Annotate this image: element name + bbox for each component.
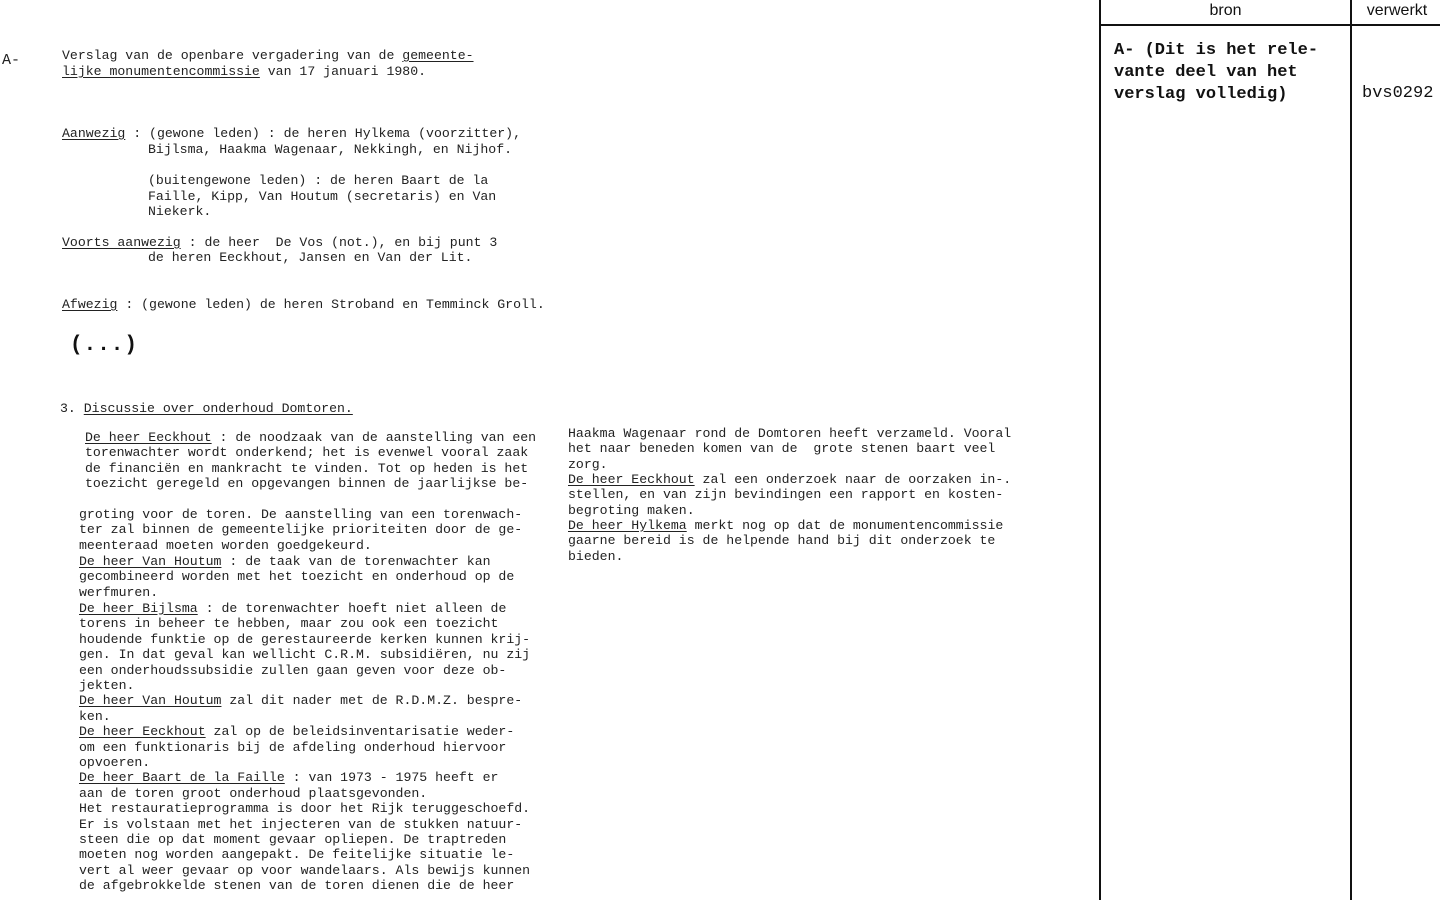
line-text: moeten nog worden aangepakt. De feitelijke situatie le- xyxy=(79,847,515,862)
voorts-label: Voorts aanwezig xyxy=(62,235,181,250)
line-text: ter zal binnen de gemeentelijke prioriteiten door de ge- xyxy=(79,522,523,537)
line-text: merkt nog op dat de monumentencommissie xyxy=(686,518,1004,533)
title-line-1 xyxy=(62,48,474,64)
voorts-line-1 xyxy=(62,235,497,251)
line-text: aan de toren groot onderhoud plaatsgevonden. xyxy=(79,786,428,801)
line-text: Haakma Wagenaar rond de Domtoren heeft verzameld. Vooral xyxy=(568,426,1012,441)
left-col-line xyxy=(79,585,158,601)
line-text: vert al weer gevaar op voor wandelaars. Als bewijs kunnen xyxy=(79,863,531,878)
speaker-name: De heer Hylkema xyxy=(568,518,687,533)
afwezig-line xyxy=(62,297,545,313)
left-col-line xyxy=(85,430,536,446)
afwezig-label: Afwezig xyxy=(62,297,118,312)
aanwezig-line-4: Faille, Kipp, Van Houtum (secretaris) en Van xyxy=(148,189,497,204)
speaker-name: De heer Van Houtum xyxy=(79,693,222,708)
right-col-line xyxy=(568,487,1003,503)
aanwezig-text-1: : (gewone leden) : de heren Hylkema (voorzitter), xyxy=(125,126,522,141)
aanwezig-line-3: (buitengewone leden) : de heren Baart de la xyxy=(148,173,489,188)
left-col-line xyxy=(85,461,528,477)
left-col-line xyxy=(79,755,150,771)
left-col-line xyxy=(79,801,530,817)
section-3-title: Discussie over onderhoud Domtoren. xyxy=(83,401,353,416)
left-col-line xyxy=(79,724,514,740)
line-text: Er is volstaan met het injecteren van de stukken natuur- xyxy=(79,817,523,832)
left-col-line xyxy=(79,678,134,694)
left-col-line xyxy=(79,616,498,632)
line-text: jekten. xyxy=(79,678,135,693)
aanwezig-line-1 xyxy=(62,126,521,142)
line-text: : de taak van de torenwachter kan xyxy=(221,554,491,569)
bron-header: bron xyxy=(1101,0,1350,26)
left-col-line xyxy=(79,770,498,786)
line-text: torens in beheer te hebben, maar zou ook een toezicht xyxy=(79,616,499,631)
right-col-line xyxy=(568,426,1011,442)
voorts-text-1: : de heer De Vos (not.), en bij punt 3 xyxy=(180,235,498,250)
right-col-line xyxy=(568,533,995,549)
line-text: zal op de beleidsinventarisatie weder- xyxy=(205,724,515,739)
bron-note: A- (Dit is het rele- vante deel van het verslag volledig) xyxy=(1114,41,1319,104)
right-col-line xyxy=(568,472,1011,488)
line-text: : de torenwachter hoeft niet alleen de xyxy=(197,601,507,616)
speaker-name: De heer Bijlsma xyxy=(79,601,198,616)
right-col-line xyxy=(568,503,695,519)
left-col-line xyxy=(79,847,514,863)
right-col-line xyxy=(568,441,995,457)
left-col-line xyxy=(79,786,427,802)
right-col-line xyxy=(568,518,1003,534)
left-col-line xyxy=(79,538,372,554)
line-text: werfmuren. xyxy=(79,585,159,600)
line-text: : van 1973 - 1975 heeft er xyxy=(284,770,499,785)
line-text: steen die op dat moment gevaar opliepen. De traptreden xyxy=(79,832,507,847)
left-col-line xyxy=(79,647,530,663)
left-col-line xyxy=(79,554,491,570)
right-col-line xyxy=(568,549,623,565)
left-col-line xyxy=(79,663,506,679)
left-col-line xyxy=(79,507,522,523)
line-text: om een funktionaris bij de afdeling onderhoud hiervoor xyxy=(79,740,507,755)
section-marker: A- xyxy=(2,52,21,69)
line-text: zal een onderzoek naar de oorzaken in-. xyxy=(694,472,1012,487)
line-text: Het restauratieprogramma is door het Rijk teruggeschoefd. xyxy=(79,801,531,816)
title-line-2-underlined: lijke monumentencommissie xyxy=(62,64,260,79)
left-col-line xyxy=(79,693,522,709)
left-col-line xyxy=(85,445,528,461)
line-text: torenwachter wordt onderkend; het is evenwel vooral zaak xyxy=(85,445,529,460)
line-text: toezicht geregeld en opgevangen binnen de jaarlijkse be- xyxy=(85,476,529,491)
column-divider xyxy=(1350,0,1352,900)
section-3-heading xyxy=(60,401,353,417)
line-text: een onderhoudssubsidie zullen gaan geven voor deze ob- xyxy=(79,663,507,678)
afwezig-text: : (gewone leden) de heren Stroband en Temminck Groll. xyxy=(117,297,545,312)
line-text: zorg. xyxy=(568,457,608,472)
line-text: opvoeren. xyxy=(79,755,151,770)
speaker-name: De heer Eeckhout xyxy=(79,724,206,739)
left-col-line xyxy=(79,740,506,756)
aanwezig-label: Aanwezig xyxy=(62,126,126,141)
line-text: gaarne bereid is de helpende hand bij dit onderzoek te xyxy=(568,533,996,548)
section-3-number: 3. xyxy=(60,401,84,416)
left-col-line xyxy=(79,878,514,894)
left-col-line xyxy=(85,476,528,492)
line-text: houdende funktie op de gerestaureerde kerken kunnen krij- xyxy=(79,632,531,647)
line-text: ken. xyxy=(79,709,111,724)
line-text: : de noodzaak van de aanstelling van een xyxy=(211,430,537,445)
line-text: de financiën en mankracht te vinden. Tot op heden is het xyxy=(85,461,529,476)
left-col-line xyxy=(79,522,522,538)
title-line-1-text: Verslag van de openbare vergadering van de xyxy=(62,48,403,63)
left-col-line xyxy=(79,832,506,848)
line-text: het naar beneden komen van de grote stenen baart veel xyxy=(568,441,996,456)
archive-sidebar xyxy=(1099,0,1440,900)
line-text: stellen, en van zijn bevindingen een rapport en kosten- xyxy=(568,487,1004,502)
speaker-name: De heer Van Houtum xyxy=(79,554,222,569)
line-text: de afgebrokkelde stenen van de toren dienen die de heer xyxy=(79,878,515,893)
verwerkt-code: bvs0292 xyxy=(1362,84,1434,103)
right-col-line xyxy=(568,457,608,473)
speaker-name: De heer Eeckhout xyxy=(85,430,212,445)
left-col-line xyxy=(79,601,506,617)
speaker-name: De heer Baart de la Faille xyxy=(79,770,285,785)
speaker-name: De heer Eeckhout xyxy=(568,472,695,487)
line-text: groting voor de toren. De aanstelling van een torenwach- xyxy=(79,507,523,522)
voorts-line-2: de heren Eeckhout, Jansen en Van der Lit. xyxy=(148,250,473,265)
line-text: begroting maken. xyxy=(568,503,695,518)
left-col-line xyxy=(79,817,522,833)
omission-ellipsis: (...) xyxy=(70,334,139,357)
left-col-line xyxy=(79,709,111,725)
title-line-1-underlined: gemeente- xyxy=(402,48,474,63)
line-text: zal dit nader met de R.D.M.Z. bespre- xyxy=(221,693,523,708)
line-text: meenteraad moeten worden goedgekeurd. xyxy=(79,538,372,553)
line-text: gen. In dat geval kan wellicht C.R.M. subsidiëren, nu zij xyxy=(79,647,531,662)
aanwezig-line-2: Bijlsma, Haakma Wagenaar, Nekkingh, en Nijhof. xyxy=(148,142,513,157)
left-col-line xyxy=(79,632,530,648)
title-line-2-text: van 17 januari 1980. xyxy=(259,64,427,79)
line-text: bieden. xyxy=(568,549,624,564)
line-text: gecombineerd worden met het toezicht en onderhoud op de xyxy=(79,569,515,584)
left-col-line xyxy=(79,863,530,879)
title-line-2 xyxy=(62,64,426,80)
left-col-line xyxy=(79,569,514,585)
aanwezig-line-5: Niekerk. xyxy=(148,204,212,219)
verwerkt-header: verwerkt xyxy=(1352,0,1440,26)
